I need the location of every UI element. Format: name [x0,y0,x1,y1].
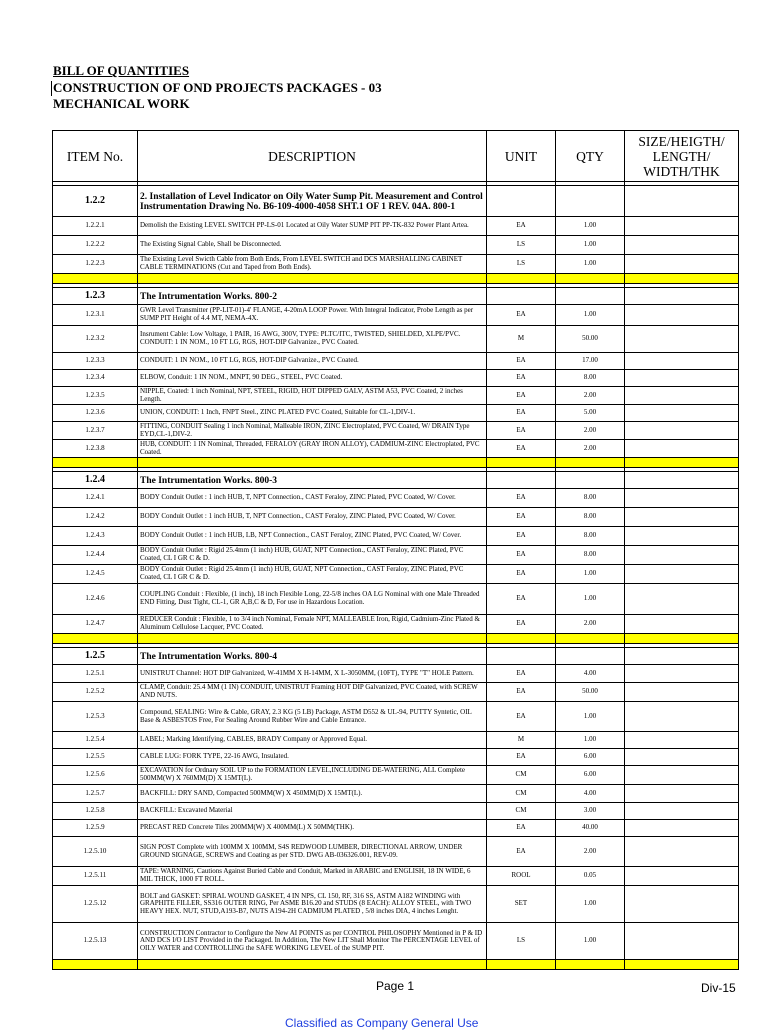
item-code: 1.2.4.6 [53,584,138,615]
item-description: PRECAST RED Concrete Tiles 200MM(W) X 400MM(L) X 50MM(THK). [138,820,487,837]
item-size [625,370,739,387]
item-description: NIPPLE, Coated: 1 inch Nominal, NPT, STEEL, RIGID, HOT DIPPED GALV, ASTM A53, PVC Coated, 2 inches Length. [138,387,487,405]
separator-cell [53,274,138,284]
section-row [53,288,739,305]
item-description: Compound, SEALING: Wire & Cable, GRAY, 2.3 KG (5 LB) Package, ASTM D552 & UL-94, PUTTY Syntetic, OIL Base & ASBESTOS Free, For Sealing Around Rubber Wire and Cable Entrance. [138,702,487,732]
item-unit: SET [487,886,556,923]
item-qty: 1.00 [556,236,625,255]
section-row [53,648,739,665]
item-code: 1.2.5.12 [53,886,138,923]
table-row [53,440,739,458]
item-description: BODY Conduit Outlet : 1 inch HUB, T, NPT Connection., CAST Feraloy, ZINC Plated, PVC Coated, W/ Cover. [138,489,487,508]
section-qty-cell [556,288,625,305]
item-description: HUB, CONDUIT: 1 IN Nominal, Threaded, FERALOY (GRAY IRON ALLOY), CADMIUM-ZINC Electroplated, PVC Coated. [138,440,487,458]
item-description: LABEL; Marking Identifying, CABLES, BRADY Company or Approved Equal. [138,732,487,749]
table-row [53,886,739,923]
item-unit: EA [487,683,556,702]
section-qty-cell [556,472,625,489]
column-header-item: ITEM No. [53,131,138,182]
item-unit: EA [487,546,556,565]
item-code: 1.2.5.13 [53,923,138,960]
table-row [53,565,739,584]
item-code: 1.2.4.4 [53,546,138,565]
item-code: 1.2.5.7 [53,785,138,803]
item-qty: 0.05 [556,867,625,886]
item-code: 1.2.5.2 [53,683,138,702]
section-separator-row [53,634,739,644]
item-description: CONDUIT: 1 IN NOM., 10 FT LG, RGS, HOT-DIP Galvanize., PVC Coated. [138,353,487,370]
item-description: BODY Conduit Outlet : Rigid 25.4mm (1 inch) HUB, GUAT, NPT Connection., CAST Feraloy, ZINC Plated, PVC Coated, CL I GR C & D. [138,546,487,565]
item-size [625,508,739,527]
separator-cell [487,634,556,644]
page-number: Page 1 [376,979,415,993]
item-qty: 4.00 [556,785,625,803]
item-unit: LS [487,236,556,255]
table-row [53,370,739,387]
item-code: 1.2.3.8 [53,440,138,458]
item-unit: EA [487,305,556,326]
section-size-cell [625,472,739,489]
item-qty: 50.00 [556,683,625,702]
separator-cell [556,274,625,284]
table-row [53,236,739,255]
item-unit: EA [487,370,556,387]
item-qty: 1.00 [556,565,625,584]
table-row [53,837,739,867]
item-size [625,766,739,785]
item-qty: 1.00 [556,584,625,615]
item-qty: 5.00 [556,405,625,422]
table-row [53,923,739,960]
division-label: Div-15 [701,981,736,995]
item-size [625,217,739,236]
item-code: 1.2.3.2 [53,326,138,353]
item-size [625,405,739,422]
item-code: 1.2.3.7 [53,422,138,440]
item-qty: 50.00 [556,326,625,353]
item-description: UNISTRUT Channel: HOT DIP Galvanized, W-41MM X H-14MM, X L-3050MM, (10FT), TYPE "T" HOLE Pattern. [138,665,487,683]
item-size [625,837,739,867]
item-code: 1.2.3.1 [53,305,138,326]
section-size-cell [625,288,739,305]
item-description: BODY Conduit Outlet : 1 inch HUB, T, NPT Connection., CAST Feraloy, ZINC Plated, PVC Coated, W/ Cover. [138,508,487,527]
item-unit: EA [487,489,556,508]
item-qty: 1.00 [556,732,625,749]
separator-cell [556,634,625,644]
table-row [53,867,739,886]
column-header-size: SIZE/HEIGTH/ LENGTH/ WIDTH/THK [625,131,739,182]
item-description: CABLE LUG: FORK TYPE, 22-16 AWG, Insulated. [138,749,487,766]
table-row [53,546,739,565]
item-code: 1.2.5.11 [53,867,138,886]
separator-cell [138,960,487,970]
boq-title: BILL OF QUANTITIES [53,63,190,78]
section-unit-cell [487,648,556,665]
item-unit: EA [487,615,556,634]
item-description: CONSTRUCTION Contractor to Configure the New AI POINTS as per CONTROL PHILOSOPHY Mentioned in P & ID AND DCS I/O LIST Provided in the Packaged. In Addition, The New LIT Shall Monitor The PERCENTAGE LEVEL of OILY WATER and CONTROLLING the SAFE WORKING LEVEL of the SUMP PIT. [138,923,487,960]
table-row [53,405,739,422]
item-unit: EA [487,405,556,422]
item-code: 1.2.3.4 [53,370,138,387]
section-separator-row [53,960,739,970]
item-unit: CM [487,766,556,785]
item-unit: EA [487,527,556,546]
separator-cell [138,634,487,644]
item-unit: EA [487,702,556,732]
item-qty: 2.00 [556,387,625,405]
item-size [625,683,739,702]
column-header-qty: QTY [556,131,625,182]
item-unit: LS [487,923,556,960]
item-unit: EA [487,665,556,683]
item-qty: 1.00 [556,702,625,732]
item-qty: 8.00 [556,489,625,508]
section-title: 2. Installation of Level Indicator on Oily Water Sump Pit. Measurement and Control Instrumentation Drawing No. B6-109-4000-4058 SHT.1 OF 1 REV. 04A. 800-1 [138,186,487,217]
item-code: 1.2.5.1 [53,665,138,683]
item-unit: M [487,326,556,353]
section-title: The Intrumentation Works. 800-2 [138,288,487,305]
item-code: 1.2.4.1 [53,489,138,508]
item-description: FITTING, CONDUIT Sealing 1 inch Nominal, Malleable IRON, ZINC Electroplated, PVC Coated, W/ DRAIN Type EYD,CL-1,DIV-2. [138,422,487,440]
item-code: 1.2.2.1 [53,217,138,236]
item-size [625,749,739,766]
table-row [53,820,739,837]
section-size-cell [625,186,739,217]
project-title: CONSTRUCTION OF OND PROJECTS PACKAGES - 03 [53,80,382,95]
section-qty-cell [556,648,625,665]
separator-cell [53,458,138,468]
item-size [625,422,739,440]
item-qty: 1.00 [556,923,625,960]
item-code: 1.2.4.2 [53,508,138,527]
item-description: Insrument Cable: Low Voltage, 1 PAIR, 16 AWG, 300V, TYPE: PLTC/ITC, TWISTED, SHIELDED, XLPE/PVC. CONDUIT: 1 IN NOM., 10 FT LG, RGS, HOT-DIP Galvanize., PVC Coated. [138,326,487,353]
section-unit-cell [487,288,556,305]
table-row [53,732,739,749]
section-title: The Intrumentation Works. 800-3 [138,472,487,489]
section-row [53,186,739,217]
section-unit-cell [487,472,556,489]
section-size-cell [625,648,739,665]
item-size [625,867,739,886]
separator-cell [625,274,739,284]
table-header-row [53,131,739,182]
classification-label: Classified as Company General Use [285,1016,479,1030]
table-row [53,766,739,785]
item-size [625,584,739,615]
column-header-unit: UNIT [487,131,556,182]
item-size [625,785,739,803]
section-code: 1.2.4 [53,472,138,489]
item-qty: 2.00 [556,837,625,867]
item-code: 1.2.4.5 [53,565,138,584]
table-row [53,749,739,766]
item-description: Demolish the Existing LEVEL SWITCH PP-LS-01 Located at Oily Water SUMP PIT PP-TK-832 Power Plant Artea. [138,217,487,236]
separator-cell [487,458,556,468]
section-title: The Intrumentation Works. 800-4 [138,648,487,665]
boq-table [52,130,739,970]
table-row [53,387,739,405]
table-row [53,217,739,236]
section-code: 1.2.2 [53,186,138,217]
item-description: CLAMP, Conduit: 25.4 MM (1 IN) CONDUIT, UNISTRUT Framing HOT DIP Galvanized, PVC Coated, with SCREW AND NUTS. [138,683,487,702]
item-size [625,665,739,683]
item-description: BODY Conduit Outlet : 1 inch HUB, LB, NPT Connection., CAST Feraloy, ZINC Plated, PVC Coated, W/ Cover. [138,527,487,546]
item-qty: 1.00 [556,305,625,326]
item-size [625,886,739,923]
item-description: GWR Level Transmitter (PP-LIT-01)-4' FLANGE, 4-20mA LOOP Power. With Integral Indicator, Probe Length as per SUMP PIT Height of 4.4 MT, NEMA-4X. [138,305,487,326]
item-code: 1.2.4.7 [53,615,138,634]
item-description: ELBOW, Conduit: 1 IN NOM., MNPT, 90 DEG., STEEL, PVC Coated. [138,370,487,387]
item-size [625,615,739,634]
section-row [53,472,739,489]
item-description: REDUCER Conduit : Flexible, 1 to 3/4 inch Nominal, Female NPT, MALLEABLE Iron, Rigid, Cadmium-Zinc Plated & Aluminum Cellulose Lacquer, PVC Coated. [138,615,487,634]
item-unit: EA [487,353,556,370]
table-row [53,665,739,683]
text-cursor [51,81,52,96]
separator-cell [556,458,625,468]
item-qty: 8.00 [556,546,625,565]
item-unit: EA [487,217,556,236]
item-code: 1.2.2.3 [53,255,138,274]
item-code: 1.2.5.3 [53,702,138,732]
item-unit: EA [487,749,556,766]
table-row [53,353,739,370]
item-description: UNION, CONDUIT: 1 Inch, FNPT Steel., ZINC PLATED PVC Coated, Suitable for CL-1,DIV-1. [138,405,487,422]
item-qty: 8.00 [556,508,625,527]
item-code: 1.2.5.5 [53,749,138,766]
item-unit: EA [487,508,556,527]
item-code: 1.2.5.8 [53,803,138,820]
table-row [53,702,739,732]
item-qty: 1.00 [556,255,625,274]
separator-cell [556,960,625,970]
item-qty: 4.00 [556,665,625,683]
item-size [625,820,739,837]
item-unit: EA [487,440,556,458]
item-code: 1.2.5.9 [53,820,138,837]
separator-cell [53,634,138,644]
item-qty: 6.00 [556,749,625,766]
item-size [625,527,739,546]
item-description: TAPE: WARNING, Cautions Against Buried Cable and Conduit, Marked in ARABIC and ENGLISH, 18 IN WIDE, 6 MIL THICK, 1000 FT ROLL. [138,867,487,886]
item-unit: EA [487,422,556,440]
item-qty: 2.00 [556,422,625,440]
item-description: EXCAVATION for Ordnary SOIL UP to the FORMATION LEVEL,INCLUDING DE-WATERING, ALL Complete 500MM(W) X 760MM(D) X 15MT(L). [138,766,487,785]
section-separator-row [53,458,739,468]
item-code: 1.2.5.4 [53,732,138,749]
item-size [625,326,739,353]
table-row [53,489,739,508]
table-row [53,255,739,274]
table-row [53,527,739,546]
separator-cell [487,960,556,970]
section-unit-cell [487,186,556,217]
item-size [625,236,739,255]
item-size [625,440,739,458]
separator-cell [138,274,487,284]
item-code: 1.2.3.6 [53,405,138,422]
item-unit: EA [487,820,556,837]
item-qty: 40.00 [556,820,625,837]
item-qty: 8.00 [556,370,625,387]
table-row [53,508,739,527]
item-code: 1.2.4.3 [53,527,138,546]
table-row [53,326,739,353]
item-description: BACKFILL: Excavated Material [138,803,487,820]
item-qty: 8.00 [556,527,625,546]
item-code: 1.2.2.2 [53,236,138,255]
table-row [53,785,739,803]
table-row [53,305,739,326]
section-code: 1.2.5 [53,648,138,665]
table-row [53,422,739,440]
item-size [625,255,739,274]
item-qty: 6.00 [556,766,625,785]
discipline-title: MECHANICAL WORK [53,96,190,111]
section-qty-cell [556,186,625,217]
table-row [53,683,739,702]
item-qty: 3.00 [556,803,625,820]
item-size [625,702,739,732]
item-description: BODY Conduit Outlet : Rigid 25.4mm (1 inch) HUB, GUAT, NPT Connection., CAST Feraloy, ZINC Plated, PVC Coated, CL I GR C & D. [138,565,487,584]
table-row [53,584,739,615]
item-description: BACKFILL: DRY SAND, Compacted 500MM(W) X 450MM(D) X 15MT(L). [138,785,487,803]
item-code: 1.2.3.5 [53,387,138,405]
item-unit: LS [487,255,556,274]
item-size [625,489,739,508]
item-unit: EA [487,584,556,615]
item-description: The Existing Signal Cable, Shall be Disconnected. [138,236,487,255]
separator-cell [625,960,739,970]
table-body [53,182,739,970]
item-code: 1.2.5.10 [53,837,138,867]
section-code: 1.2.3 [53,288,138,305]
separator-cell [487,274,556,284]
separator-cell [138,458,487,468]
item-description: BOLT and GASKET: SPIRAL WOUND GASKET, 4 IN NPS, CL 150, RF, 316 SS, ASTM A182 WINDING with GRAPHITE FILLER, SS316 OUTER RING, Per ASME B16.20 and STUDS (8 EACH): ALLOY STEEL, with TWO HEAVY HEX. NUT, STUD,A193-B7, NUTS A194-2H CADMIUM PLATED , 5/8 inches DIA, 4 inches Lenght. [138,886,487,923]
item-code: 1.2.3.3 [53,353,138,370]
item-description: COUPLING Conduit : Flexible, (1 inch), 18 inch Flexible Long, 22-5/8 inches OA LG Nominal with one Male Threaded END Fitting, Dust Tight, CL-1, GR A,B,C & D, For use in Hazardous Location. [138,584,487,615]
item-size [625,803,739,820]
item-qty: 1.00 [556,217,625,236]
item-qty: 1.00 [556,886,625,923]
item-size [625,305,739,326]
item-unit: CM [487,803,556,820]
item-unit: EA [487,837,556,867]
table-row [53,615,739,634]
item-code: 1.2.5.6 [53,766,138,785]
item-unit: EA [487,387,556,405]
item-unit: EA [487,565,556,584]
item-description: The Existing Level Swicth Cable from Both Ends, From LEVEL SWITCH and DCS MARSHALLING CABINET CABLE TERMINATIONS (Cut and Taped from Both Ends). [138,255,487,274]
item-unit: M [487,732,556,749]
item-size [625,565,739,584]
separator-cell [53,960,138,970]
item-qty: 2.00 [556,440,625,458]
item-size [625,387,739,405]
item-description: SIGN POST Complete with 100MM X 100MM, S4S REDWOOD LUMBER, DIRECTIONAL ARROW, UNDER GROUND SIGNAGE, SCREWS and Coating as per STD. DWG AB-036326.001, REV-09. [138,837,487,867]
item-size [625,546,739,565]
item-unit: CM [487,785,556,803]
item-qty: 17.00 [556,353,625,370]
separator-cell [625,458,739,468]
item-size [625,923,739,960]
separator-cell [625,634,739,644]
column-header-description: DESCRIPTION [138,131,487,182]
item-unit: ROOL [487,867,556,886]
item-size [625,732,739,749]
section-separator-row [53,274,739,284]
item-qty: 2.00 [556,615,625,634]
item-size [625,353,739,370]
table-row [53,803,739,820]
